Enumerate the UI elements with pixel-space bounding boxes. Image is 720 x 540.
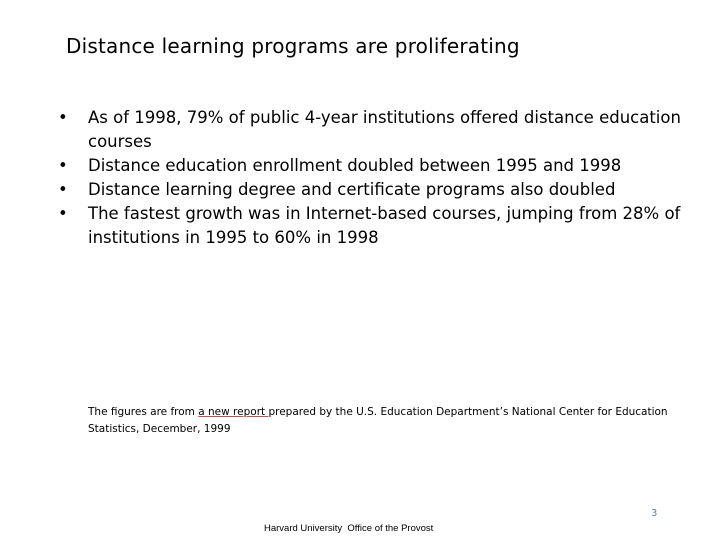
bullet-dot-icon: • bbox=[58, 180, 68, 199]
source-footnote bbox=[88, 404, 698, 438]
page-number: 3 bbox=[651, 508, 658, 519]
footnote-prefix: The figures are from bbox=[88, 406, 199, 418]
footnote-suffix: prepared by the U.S. Education Department’s National Center for Education Statistics, December, 1999 bbox=[88, 406, 668, 435]
bullet-item bbox=[58, 202, 688, 250]
bullet-item bbox=[58, 106, 688, 154]
bullet-text: The fastest growth was in Internet-based courses, jumping from 28% of institutions in 1995 to 60% in 1998 bbox=[88, 204, 681, 247]
bullet-list bbox=[58, 106, 688, 250]
bullet-text: As of 1998, 79% of public 4-year institutions offered distance education courses bbox=[88, 108, 681, 151]
bullet-dot-icon: • bbox=[58, 204, 68, 223]
bullet-text: Distance education enrollment doubled between 1995 and 1998 bbox=[88, 156, 622, 175]
slide-title: Distance learning programs are proliferating bbox=[66, 34, 520, 58]
bullet-text: Distance learning degree and certificate programs also doubled bbox=[88, 180, 616, 199]
footer-organization: Harvard University Office of the Provost bbox=[264, 523, 434, 534]
bullet-item bbox=[58, 154, 688, 178]
bullet-item bbox=[58, 178, 688, 202]
report-link[interactable]: a new report bbox=[198, 406, 269, 418]
bullet-dot-icon: • bbox=[58, 156, 68, 175]
bullet-dot-icon: • bbox=[58, 108, 68, 127]
